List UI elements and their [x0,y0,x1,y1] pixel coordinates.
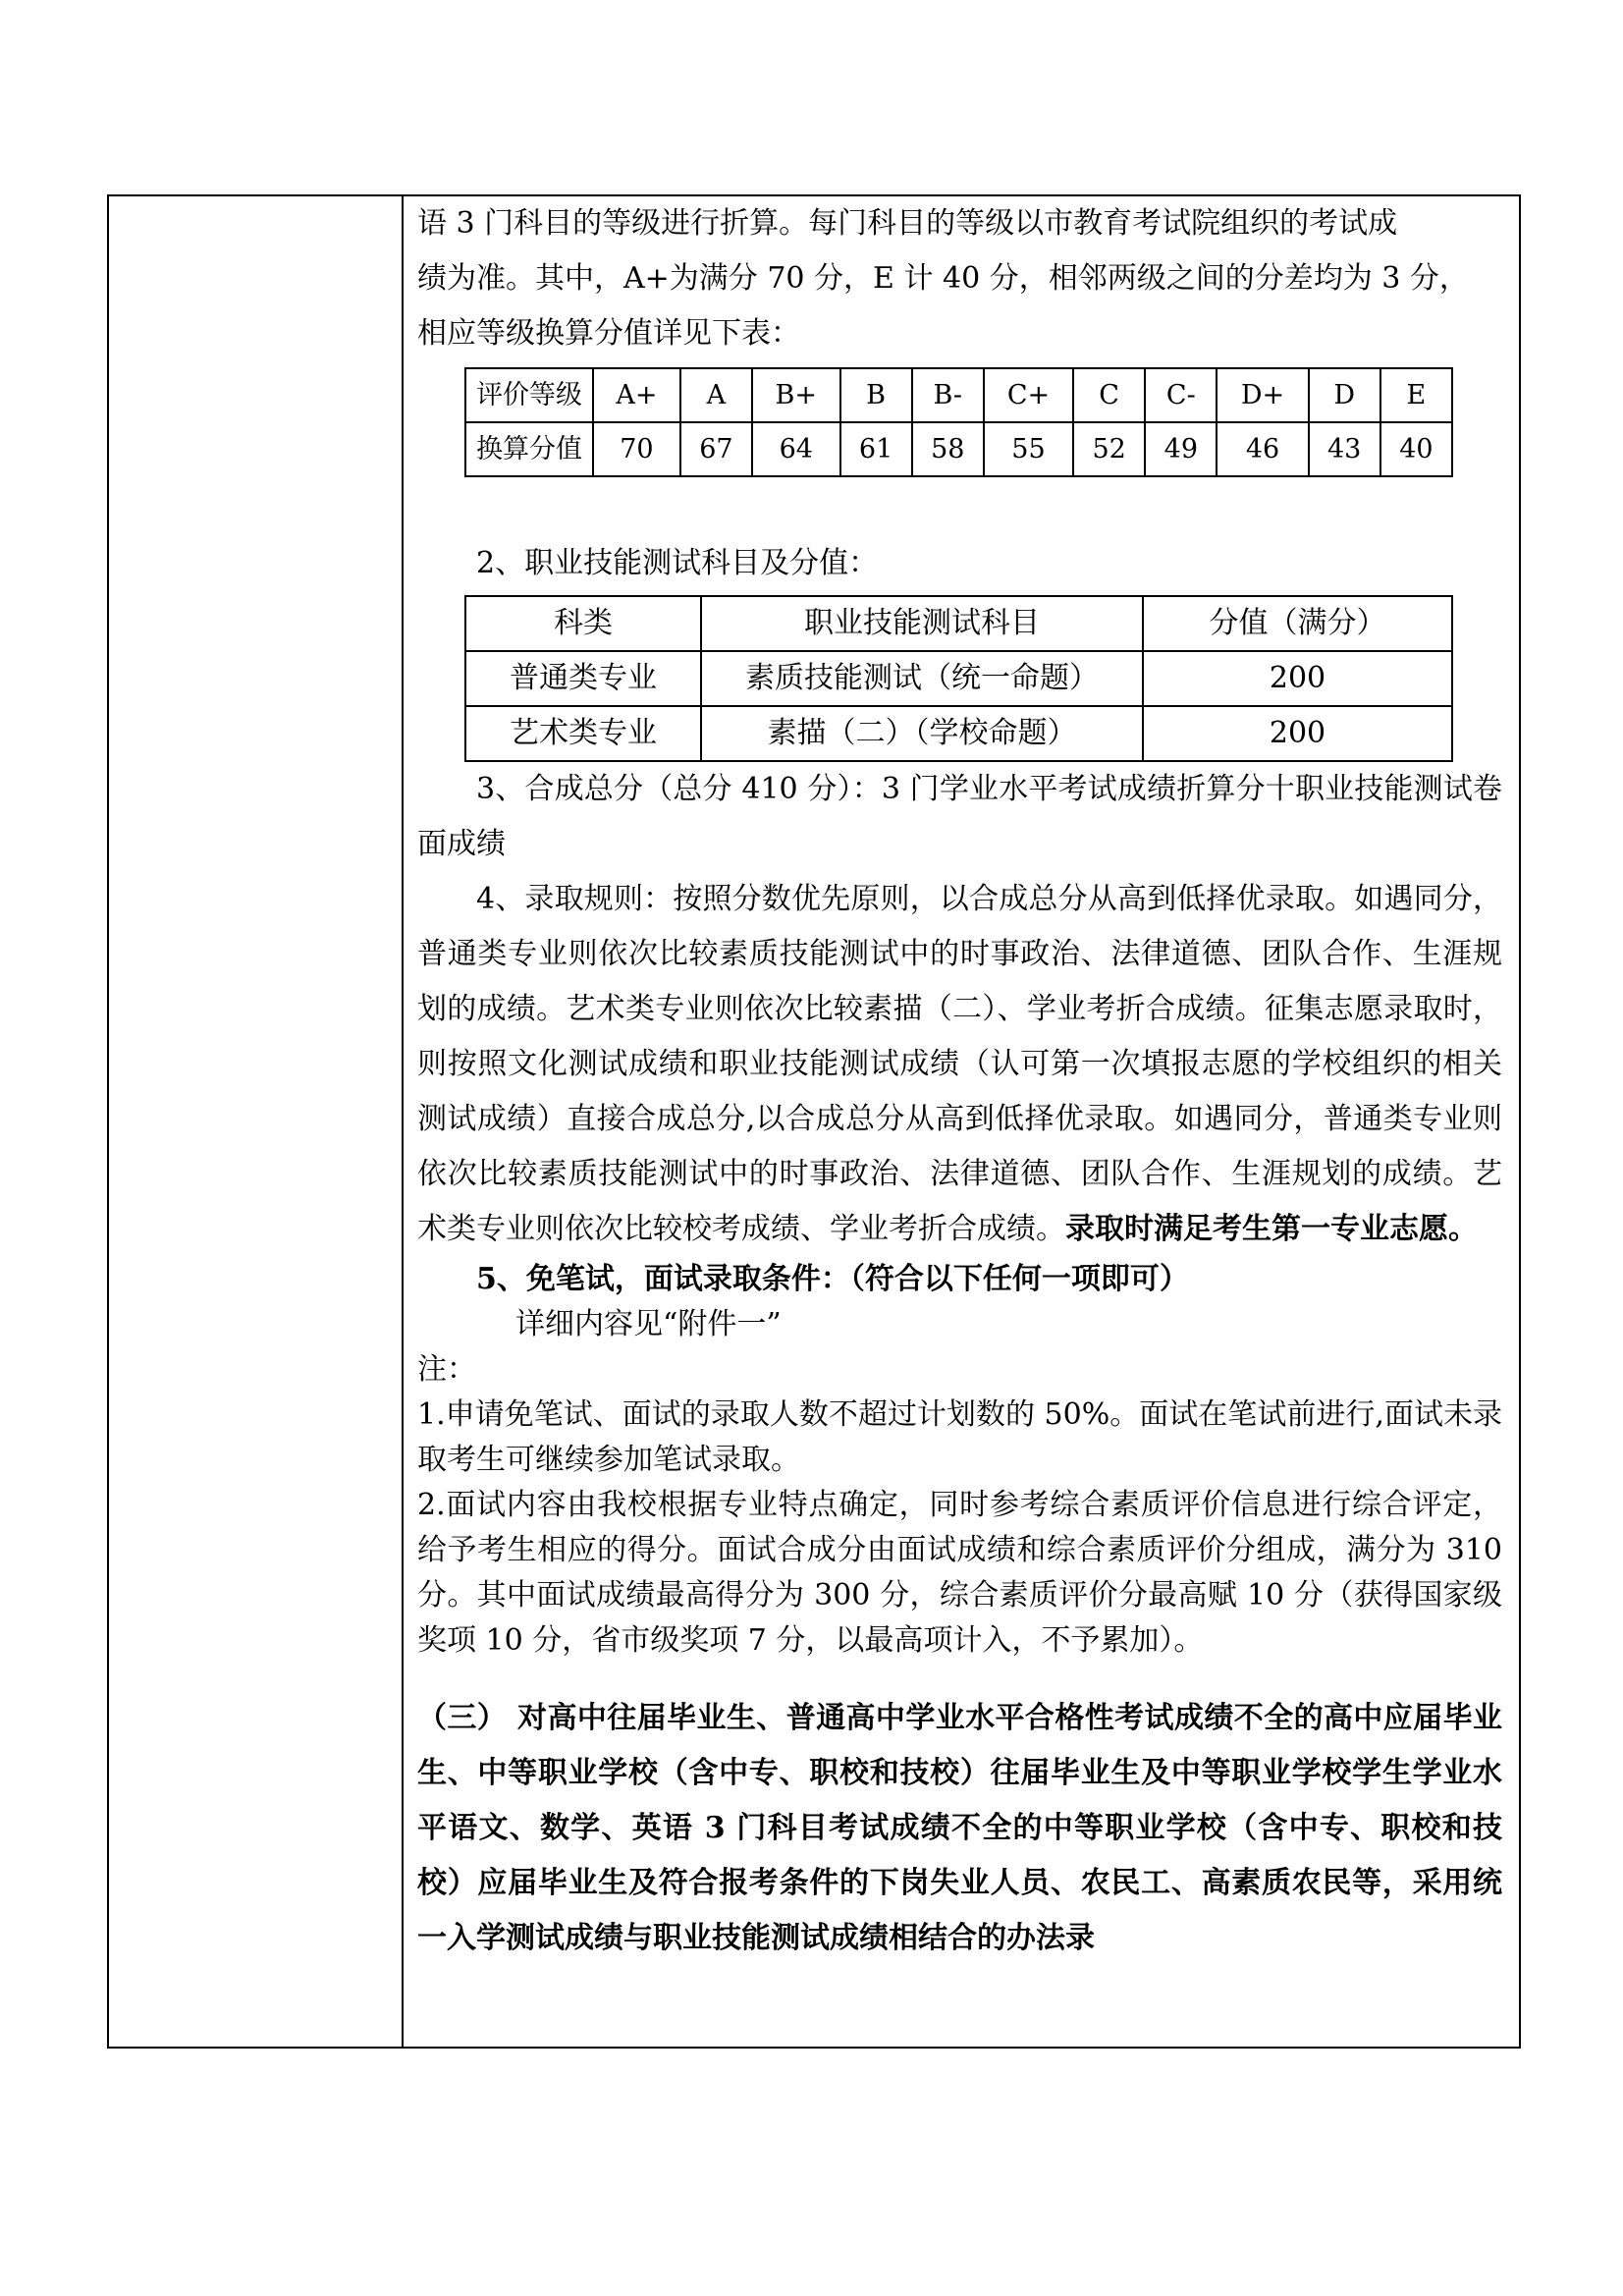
score-cell: 70 [593,422,680,476]
grade-cell: A [680,368,752,422]
skill-row [465,706,1452,761]
skill-row [465,651,1452,706]
column-divider [402,194,404,2049]
section-3-text: （三） 对高中往届毕业生、普通高中学业水平合格性考试成绩不全的高中应届毕业生、中等职业学校（含中专、职校和技校）往届毕业生及中等职业学校学生学业水平语文、数学、英语 3 门科目考试成绩不全的中等职业学校（含中专、职校和技校）应届毕业生及符合报考条件的下岗失业人员、农民工、高素质农民等，采用统一入学测试成绩与职业技能测试成绩相结合的办法录 [417,1701,1502,1955]
note-label: 注： [417,1352,476,1387]
grade-cell: B- [912,368,984,422]
skill-header-row [465,596,1452,651]
skill-header-category: 科类 [465,596,701,651]
grade-cell: A+ [593,368,680,422]
grade-row [465,368,1452,422]
score-row-label: 换算分值 [465,422,593,476]
grade-cell: D+ [1217,368,1308,422]
grade-cell: D [1309,368,1380,422]
item-4 [417,872,1502,1257]
score-cell: 49 [1145,422,1217,476]
grade-cell: B+ [752,368,840,422]
item-4-text: 4、录取规则：按照分数优先原则，以合成总分从高到低择优录取。如遇同分，普通类专业则依次比较素质技能测试中的时事政治、法律道德、团队合作、生涯规划的成绩。艺术类专业则依次比较素描（二）、学业考折合成绩。征集志愿录取时，则按照文化测试成绩和职业技能测试成绩（认可第一次填报志愿的学校组织的相关测试成绩）直接合成总分,以合成总分从高到低择优录取。如遇同分，普通类专业则依次比较素质技能测试中的时事政治、法律道德、团队合作、生涯规划的成绩。艺术类专业则依次比较校考成绩、学业考折合成绩。 [417,882,1502,1246]
item-5: 5、免笔试，面试录取条件：（符合以下任何一项即可） [476,1262,1189,1296]
skill-header-score: 分值（满分） [1143,596,1452,651]
score-cell: 46 [1217,422,1308,476]
score-cell: 58 [912,422,984,476]
item-3: 3、合成总分（总分 410 分）：3 门学业水平考试成绩折算分十职业技能测试卷面成绩 [417,772,1502,861]
intro-line-2: 绩为准。其中，A+为满分 70 分，E 计 40 分，相邻两级之间的分差均为 3 分， [417,261,1469,296]
skill-category: 普通类专业 [465,651,701,706]
grade-row-label: 评价等级 [465,368,593,422]
grade-conversion-table [464,367,1453,477]
item-4-bold: 录取时满足考生第一专业志愿。 [1065,1212,1478,1246]
skill-subject: 素描（二）（学校命题） [701,706,1143,761]
grade-cell: C+ [984,368,1073,422]
skill-score: 200 [1143,651,1452,706]
item-2-title: 2、职业技能测试科目及分值： [476,546,879,580]
note-1: 1.申请免笔试、面试的录取人数不超过计划数的 50%。面试在笔试前进行,面试未录取考生可继续参加笔试录取。 [417,1397,1502,1477]
note-2: 2.面试内容由我校根据专业特点确定，同时参考综合素质评价信息进行综合评定，给予考生相应的得分。面试合成分由面试成绩和综合素质评价分组成，满分为 310 分。其中面试成绩最高得分为 300 分，综合素质评价分最高赋 10 分（获得国家级奖项 10 分，省市级奖项 7 分，以最高项计入，不予累加）。 [417,1488,1502,1658]
score-cell: 61 [840,422,912,476]
intro-line-1: 语 3 门科目的等级进行折算。每门科目的等级以市教育考试院组织的考试成 [417,206,1398,241]
score-cell: 64 [752,422,840,476]
skill-test-table [464,595,1453,762]
item-5-detail: 详细内容见“附件一” [515,1307,782,1341]
score-cell: 67 [680,422,752,476]
score-cell: 52 [1073,422,1145,476]
score-cell: 55 [984,422,1073,476]
content-cell [417,196,1502,1966]
grade-cell: B [840,368,912,422]
grade-cell: C- [1145,368,1217,422]
grade-cell: E [1380,368,1452,422]
score-row [465,422,1452,476]
intro-line-3: 相应等级换算分值详见下表： [417,316,800,351]
skill-header-subject: 职业技能测试科目 [701,596,1143,651]
skill-subject: 素质技能测试（统一命题） [701,651,1143,706]
grade-cell: C [1073,368,1145,422]
skill-category: 艺术类专业 [465,706,701,761]
score-cell: 43 [1309,422,1380,476]
score-cell: 40 [1380,422,1452,476]
skill-score: 200 [1143,706,1452,761]
